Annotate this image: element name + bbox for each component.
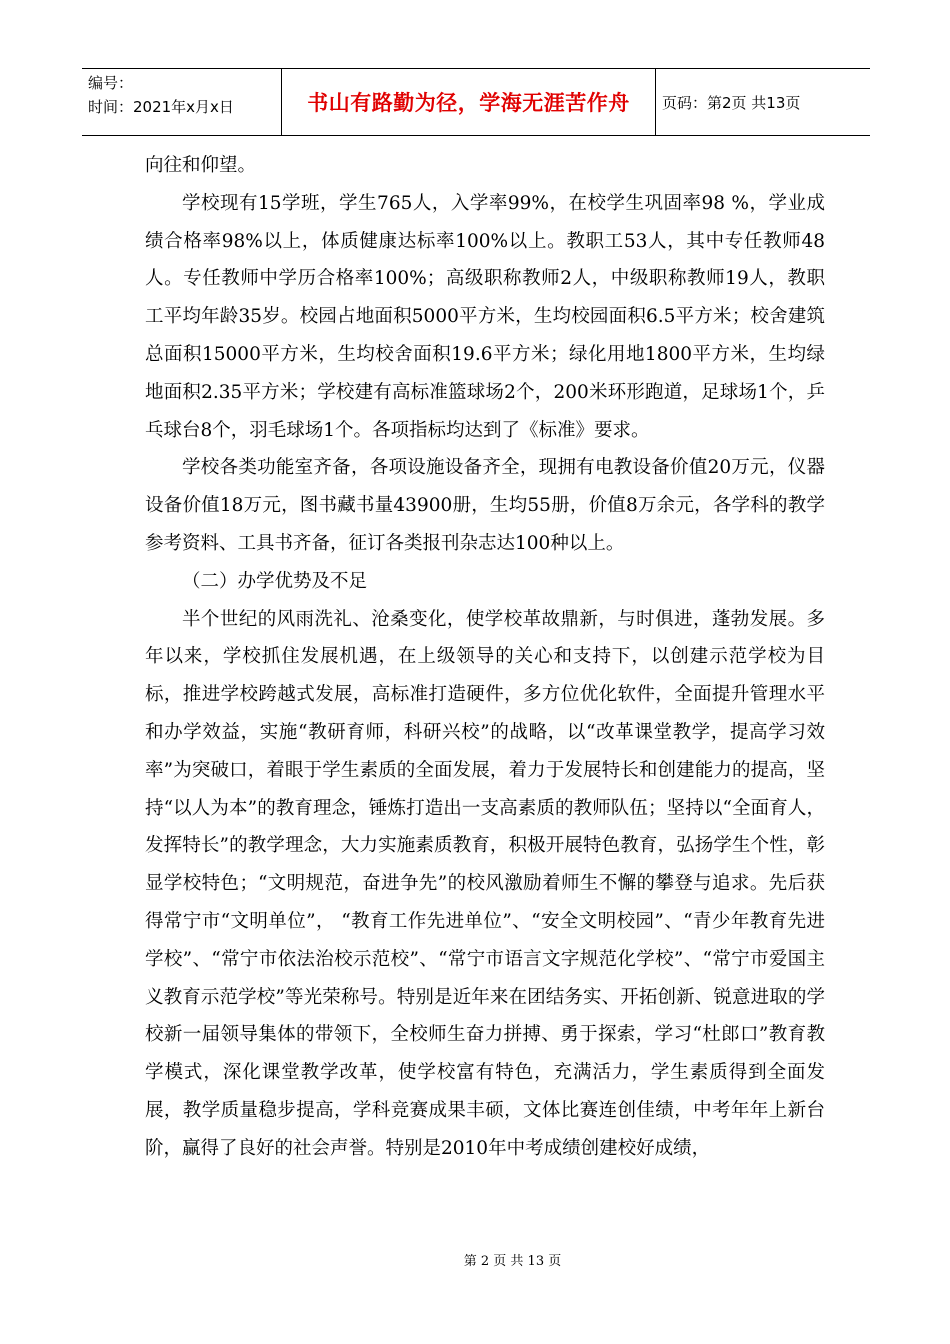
header-page-info: 页码：第2页 共13页 bbox=[662, 93, 801, 112]
paragraph-advantages: 半个世纪的风雨洗礼、沧桑变化，使学校革故鼎新，与时俱进，蓬勃发展。多年以来，学校抓住发展机遇，在上级领导的关心和支持下，以创建示范学校为目标，推进学校跨越式发展，高标准打造硬件，多方位优化软件，全面提升管理水平和办学效益，实施“教研育师，科研兴校”的战略，以“改革课堂教学，提高学习效率”为突破口，着眼于学生素质的全面发展，着力于发展特长和创建能力的提高，坚持“以人为本”的教育理念，锤炼打造出一支高素质的教师队伍；坚持以“全面育人，发挥特长”的教学理念，大力实施素质教育，积极开展特色教育，弘扬学生个性，彰显学校特色；“文明规范，奋进争先”的校风激励着师生不懈的攀登与追求。先后获得常宁市“文明单位”， “教育工作先进单位”、“安全文明校园”、“青少年教育先进学校”、“常宁市依法治校示范校”、“常宁市语言文字规范化学校”、“常宁市爱国主义教育示范学校”等光荣称号。特别是近年来在团结务实、开拓创新、锐意进取的学校新一届领导集体的带领下，全校师生奋力拼搏、勇于探索，学习“杜郎口”教育教学模式，深化课堂教学改革，使学校富有特色，充满活力，学生素质得到全面发展，教学质量稳步提高，学科竞赛成果丰硕，文体比赛连创佳绩，中考年年上新台阶，赢得了良好的社会声誉。特别是2010年中考成绩创建校好成绩， bbox=[145, 608, 825, 1159]
page-footer: 第 2 页 共 13 页 bbox=[463, 1254, 562, 1269]
header-meta bbox=[82, 69, 282, 135]
page-header bbox=[82, 68, 870, 136]
paragraph-school-stats: 学校现有15学班，学生765人，入学率99%，在校学生巩固率98 %，学业成绩合格率98%以上，体质健康达标率100%以上。教职工53人，其中专任教师48人。专任教师中学历合格率100%；高级职称教师2人，中级职称教师19人，教职工平均年龄35岁。校园占地面积5000平方米，生均校园面积6.5平方米；校舍建筑总面积15000平方米，生均校舍面积19.6平方米；绿化用地1800平方米，生均绿地面积2.35平方米；学校建有高标准篮球场2个，200米环形跑道，足球场1个，乒乓球台8个，羽毛球场1个。各项指标均达到了《标准》要求。 bbox=[145, 192, 825, 441]
document-number-label: 编号： bbox=[88, 74, 134, 92]
document-time-label: 时间：2021年x月x日 bbox=[88, 98, 234, 116]
section-heading: （二）办学优势及不足 bbox=[182, 570, 368, 592]
document-body bbox=[145, 147, 825, 1168]
paragraph-continuation: 向往和仰望。 bbox=[145, 155, 257, 176]
header-motto: 书山有路勤为径，学海无涯苦作舟 bbox=[282, 69, 656, 135]
paragraph-facilities: 学校各类功能室齐备，各项设施设备齐全，现拥有电教设备价值20万元，仪器设备价值18万元，图书藏书量43900册，生均55册，价值8万余元，各学科的教学参考资料、工具书齐备，征订各类报刊杂志达100种以上。 bbox=[145, 457, 825, 554]
